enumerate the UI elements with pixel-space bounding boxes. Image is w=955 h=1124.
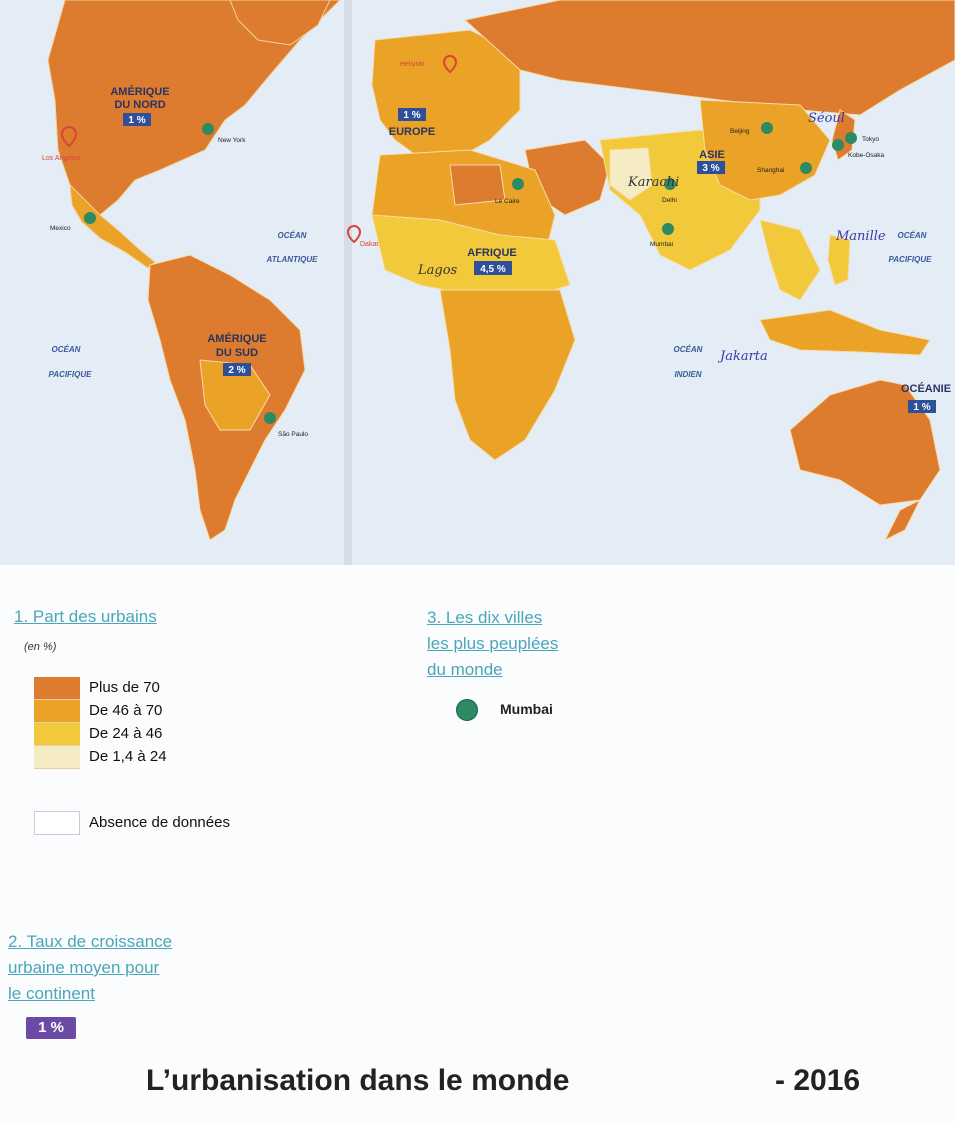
- ocean-indien-2: INDIEN: [674, 370, 702, 379]
- europe-label: EUROPE: [388, 126, 436, 138]
- city-marker-new-york: [202, 123, 214, 135]
- swatch-24-46: [34, 723, 80, 746]
- legend-title-urban-share: 1. Part des urbains: [14, 607, 157, 626]
- city-marker-tokyo: [845, 132, 857, 144]
- map-fold: [344, 0, 352, 565]
- oceania-label: OCÉANIE: [900, 383, 952, 395]
- ocean-pacifique-w-2: PACIFIQUE: [48, 370, 92, 379]
- city-marker-mexico: [84, 212, 96, 224]
- city-mexico: Mexico: [50, 225, 71, 232]
- legend-label-14-24: De 1,4 à 24: [89, 748, 167, 765]
- swatch-no-data: [34, 811, 80, 835]
- page-year: - 2016: [775, 1064, 861, 1097]
- legend-city-example: Mumbai: [500, 701, 553, 717]
- europe-growth: 1 %: [403, 110, 421, 121]
- pin-los-angeles: Los Angeles: [42, 155, 81, 162]
- city-marker-beijing: [761, 122, 773, 134]
- ocean-indien-1: OCÉAN: [673, 345, 703, 354]
- north-america-label: AMÉRIQUE: [110, 86, 170, 98]
- legend-title-growth-1: 2. Taux de croissance: [8, 932, 173, 951]
- city-marker-sao-paulo: [264, 412, 276, 424]
- city-sao-paulo: São Paulo: [278, 431, 308, 438]
- africa-growth: 4,5 %: [480, 264, 506, 275]
- asia-growth: 3 %: [702, 163, 720, 174]
- handwritten-seoul: Séoul: [808, 111, 845, 126]
- handwritten-jakarta: Jakarta: [720, 349, 768, 364]
- legend-title-growth-3: le continent: [8, 984, 95, 1003]
- legend-city-marker: [456, 699, 478, 721]
- city-marker-kobe-osaka: [832, 139, 844, 151]
- ocean-pacifique-e-1: OCÉAN: [897, 231, 927, 240]
- legend-title-cities-3: du monde: [427, 660, 503, 679]
- ocean-pacifique-e-2: PACIFIQUE: [888, 255, 932, 264]
- city-le-caire: Le Caire: [495, 198, 520, 205]
- africa-label: AFRIQUE: [467, 247, 517, 259]
- ocean-atlantique-1: OCÉAN: [277, 231, 307, 240]
- city-shanghai: Shanghai: [757, 167, 785, 174]
- legend-label-24-46: De 24 à 46: [89, 725, 163, 742]
- legend-label-no-data: Absence de données: [89, 814, 230, 831]
- page-title: L’urbanisation dans le monde: [146, 1064, 570, 1097]
- swatch-plus-70: [34, 677, 80, 700]
- swatch-14-24: [34, 746, 80, 769]
- legend-unit: (en %): [24, 641, 57, 653]
- city-kobe-osaka: Kobe-Osaka: [848, 152, 885, 159]
- handwritten-lagos: Lagos: [418, 263, 458, 278]
- legend-label-plus-70: Plus de 70: [89, 679, 160, 696]
- city-tokyo: Tokyo: [862, 136, 879, 143]
- legend-title-cities-1: 3. Les dix villes: [427, 608, 543, 627]
- asia-label: ASIE: [699, 149, 725, 161]
- city-new-york: New York: [218, 137, 246, 144]
- city-marker-le-caire: [512, 178, 524, 190]
- north-america-growth: 1 %: [128, 115, 146, 126]
- city-delhi: Delhi: [662, 197, 677, 204]
- legend-title-cities-2: les plus peuplées: [427, 634, 559, 653]
- north-america-label-2: DU NORD: [114, 99, 166, 111]
- ocean-pacifique-w-1: OCÉAN: [51, 345, 81, 354]
- south-america-label: AMÉRIQUE: [207, 333, 267, 345]
- handwritten-manille: Manille: [836, 229, 886, 244]
- city-marker-mumbai: [662, 223, 674, 235]
- city-beijing: Beijing: [730, 128, 750, 135]
- handwritten-karachi: Karachi: [628, 175, 680, 190]
- pin-dakar: Dakar: [360, 241, 379, 248]
- legend-title-growth-2: urbaine moyen pour: [8, 958, 160, 977]
- oceania-growth: 1 %: [913, 402, 931, 413]
- south-america-label-2: DU SUD: [215, 347, 259, 359]
- swatch-46-70: [34, 700, 80, 723]
- city-mumbai: Mumbai: [650, 241, 674, 248]
- ocean-atlantique-2: ATLANTIQUE: [266, 255, 318, 264]
- south-america-growth: 2 %: [228, 365, 246, 376]
- pin-helsinki: Helsinki: [400, 61, 425, 68]
- legend-swatches: [34, 677, 80, 769]
- city-marker-shanghai: [800, 162, 812, 174]
- legend-growth-badge: 1 %: [26, 1017, 76, 1039]
- legend-label-46-70: De 46 à 70: [89, 702, 163, 719]
